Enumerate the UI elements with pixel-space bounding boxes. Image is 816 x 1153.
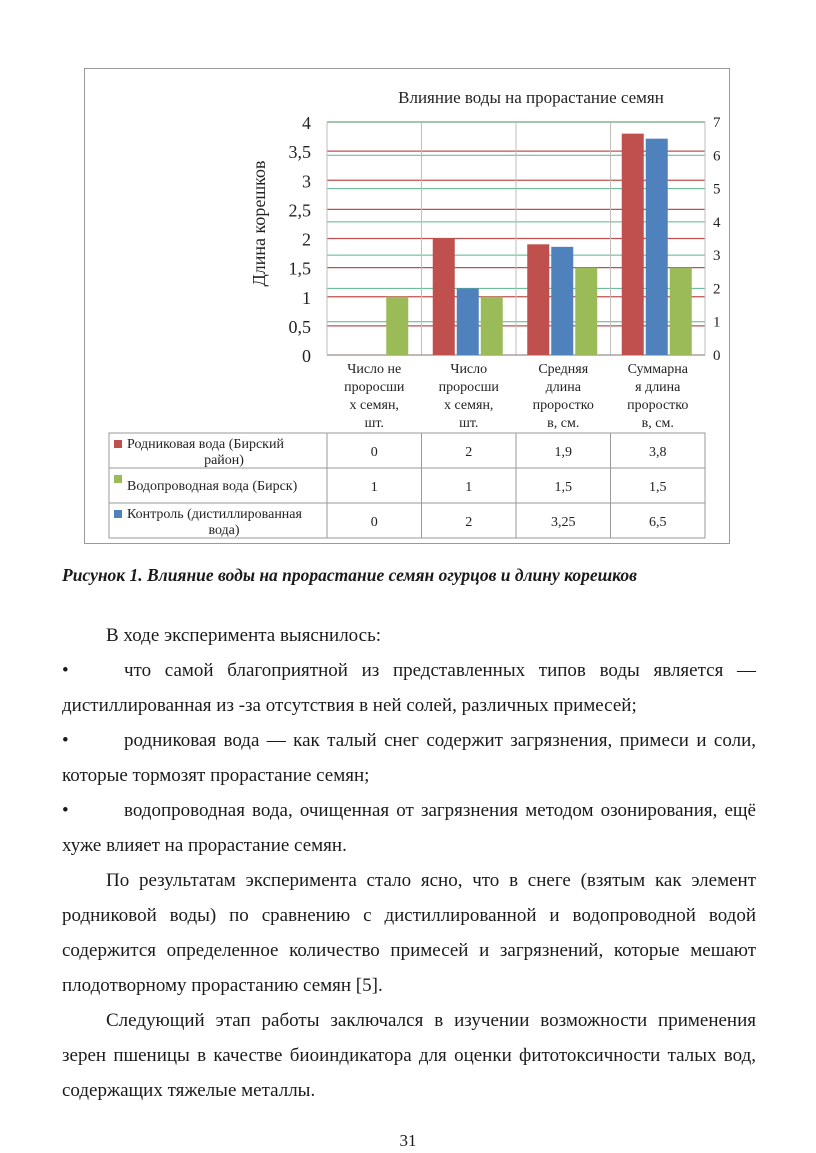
category-label: х семян,	[444, 398, 494, 413]
category-label: я длина	[635, 380, 681, 395]
category-label: шт.	[364, 416, 384, 431]
data-table-value: 1,5	[554, 480, 572, 495]
category-label: проросши	[438, 380, 499, 395]
bar	[575, 268, 597, 355]
y2-tick-label: 6	[713, 148, 721, 165]
body-paragraph: По результатам эксперимента стало ясно, что в снеге (взятым как элемент родниковой воды) по сравнению с дистиллированной и водопроводной водой содержится определенное количество примесей и загрязнений, которые мешают плодотворному прорастанию семян [5].	[62, 870, 756, 996]
category-label: в, см.	[641, 416, 674, 431]
category-label: Число	[450, 362, 488, 377]
data-table-value: 1,5	[649, 480, 667, 495]
legend-label: Водопроводная вода (Бирск)	[127, 479, 298, 494]
data-table-value: 2	[465, 515, 473, 530]
bullet-item	[62, 793, 756, 863]
y-tick-label: 2,5	[288, 200, 311, 221]
y-tick-label: 2	[302, 229, 311, 250]
bullet-marker: •	[62, 730, 69, 751]
intro-paragraph: В ходе эксперимента выяснилось:	[106, 625, 382, 646]
category-label: Средняя	[538, 362, 589, 377]
bar	[433, 239, 455, 356]
legend-swatch	[114, 475, 122, 483]
bar	[527, 244, 549, 355]
data-table-value: 1	[465, 480, 473, 495]
bullet-marker: •	[62, 800, 69, 821]
y-tick-label: 3,5	[288, 142, 311, 163]
category-label: длина	[545, 380, 581, 395]
bar	[386, 297, 408, 355]
y-tick-label: 4	[302, 113, 311, 133]
legend-label: район)	[204, 453, 244, 468]
y2-tick-label: 3	[713, 248, 721, 265]
bar-chart	[85, 69, 731, 545]
bullet-item	[62, 653, 756, 723]
chart-title: Влияние воды на прорастание семян	[398, 88, 664, 107]
data-table-value: 6,5	[649, 515, 667, 530]
bar	[622, 134, 644, 355]
category-label: проросши	[344, 380, 405, 395]
category-label: проростко	[532, 398, 594, 413]
legend-swatch	[114, 510, 122, 518]
y2-tick-label: 1	[713, 314, 721, 331]
bar	[670, 268, 692, 355]
data-table-value: 1	[370, 480, 378, 495]
body-paragraph: Следующий этап работы заключался в изучении возможности применения зерен пшеницы в качестве биоиндикатора для оценки фитотоксичности талых вод, содержащих тяжелые металлы.	[62, 1010, 756, 1101]
y-tick-label: 0	[302, 346, 311, 366]
main-text	[62, 618, 756, 1108]
y-axis-label: Длина корешков	[249, 160, 269, 287]
data-table-value: 2	[465, 445, 473, 460]
category-label: шт.	[459, 416, 479, 431]
bar	[457, 288, 479, 355]
category-label: проростко	[627, 398, 689, 413]
bullet-item	[62, 723, 756, 793]
bullet-text: что самой благоприятной из представленных типов воды является — дистиллированная из -за отсутствия в ней солей, различных примесей;	[62, 660, 756, 716]
chart-figure	[84, 68, 730, 544]
page-number: 31	[399, 1131, 417, 1150]
legend-swatch	[114, 440, 122, 448]
data-table-value: 1,9	[554, 445, 572, 460]
y-tick-label: 0,5	[288, 316, 311, 337]
y-tick-label: 1,5	[288, 258, 311, 279]
legend-label: вода)	[208, 523, 240, 538]
data-table-value: 3,8	[649, 445, 667, 460]
y2-tick-label: 4	[713, 214, 721, 231]
legend-label: Родниковая вода (Бирский	[127, 437, 284, 452]
category-label: Число не	[347, 362, 402, 377]
data-table-value: 0	[370, 515, 378, 530]
y2-tick-label: 5	[713, 181, 721, 198]
category-label: х семян,	[349, 398, 399, 413]
bar	[646, 139, 668, 355]
legend-label: Контроль (дистиллированная	[127, 507, 302, 522]
bullet-text: родниковая вода — как талый снег содержит загрязнения, примеси и соли, которые тормозят прорастание семян;	[62, 730, 756, 786]
bar	[551, 247, 573, 355]
data-table-value: 0	[370, 445, 378, 460]
y2-tick-label: 0	[713, 348, 721, 364]
data-table-value: 3,25	[551, 515, 576, 530]
bullet-text: водопроводная вода, очищенная от загрязнения методом озонирования, ещё хуже влияет на прорастание семян.	[62, 800, 756, 856]
category-label: в, см.	[547, 416, 580, 431]
y-tick-label: 1	[302, 287, 311, 308]
figure-caption: Рисунок 1. Влияние воды на прорастание семян огурцов и длину корешков	[62, 565, 637, 585]
y-tick-label: 3	[302, 171, 311, 192]
category-label: Суммарна	[627, 362, 688, 377]
bar	[481, 297, 503, 355]
y2-tick-label: 2	[713, 281, 721, 298]
bullet-marker: •	[62, 660, 69, 681]
y2-tick-label: 7	[713, 115, 721, 131]
